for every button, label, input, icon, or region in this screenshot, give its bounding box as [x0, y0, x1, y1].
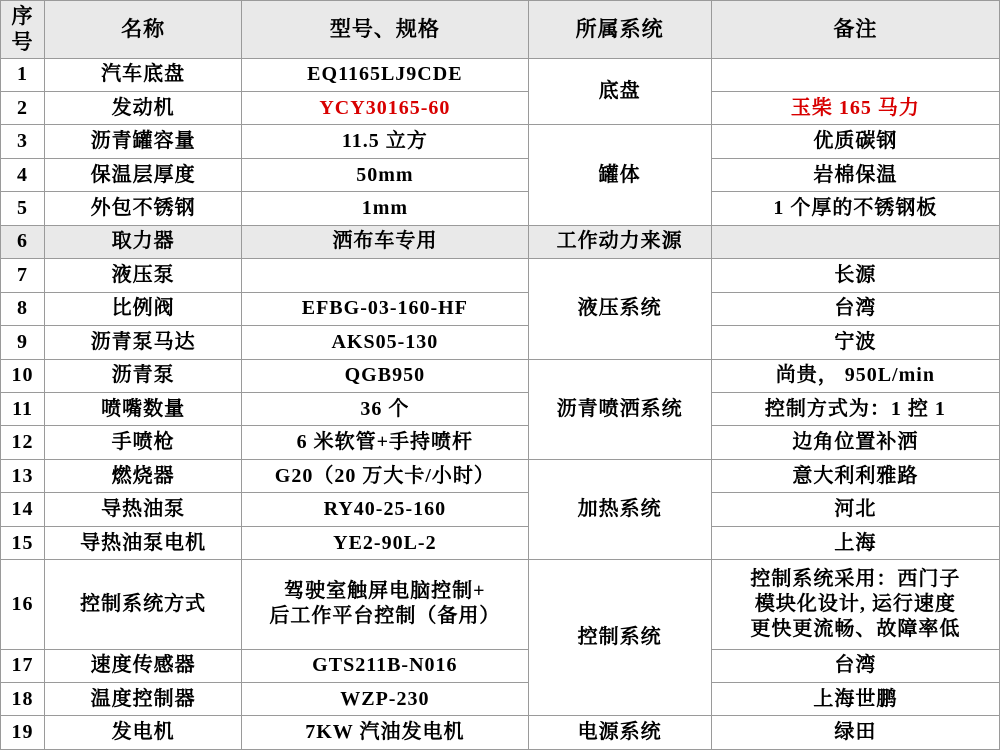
cell-no: 13 — [1, 459, 45, 492]
cell-name: 取力器 — [45, 225, 242, 258]
cell-name: 发动机 — [45, 91, 242, 124]
cell-model: YCY30165-60 — [242, 91, 528, 124]
cell-name: 液压泵 — [45, 259, 242, 292]
cell-note: 边角位置补洒 — [711, 426, 999, 459]
cell-name: 沥青泵 — [45, 359, 242, 392]
cell-system: 底盘 — [528, 58, 711, 125]
cell-name: 汽车底盘 — [45, 58, 242, 91]
cell-no: 8 — [1, 292, 45, 325]
cell-model: 36 个 — [242, 393, 528, 426]
header-name: 名称 — [45, 1, 242, 59]
header-model: 型号、规格 — [242, 1, 528, 59]
table-row — [1, 259, 1000, 292]
cell-no: 6 — [1, 225, 45, 258]
cell-name: 沥青罐容量 — [45, 125, 242, 158]
table-header-row — [1, 1, 1000, 59]
cell-model: QGB950 — [242, 359, 528, 392]
cell-name: 外包不锈钢 — [45, 192, 242, 225]
cell-name: 速度传感器 — [45, 649, 242, 682]
cell-no: 11 — [1, 393, 45, 426]
cell-model-line: 驾驶室触屏电脑控制+ — [284, 580, 486, 603]
table-row — [1, 393, 1000, 426]
cell-no: 7 — [1, 259, 45, 292]
cell-name: 导热油泵电机 — [45, 526, 242, 559]
cell-note: 控制方式为：1 控 1 — [711, 393, 999, 426]
cell-model — [242, 560, 528, 649]
table-row — [1, 91, 1000, 124]
cell-no: 15 — [1, 526, 45, 559]
cell-note: 河北 — [711, 493, 999, 526]
table-row — [1, 459, 1000, 492]
cell-model: EFBG-03-160-HF — [242, 292, 528, 325]
cell-system: 罐体 — [528, 125, 711, 225]
cell-system: 电源系统 — [528, 716, 711, 750]
cell-system: 液压系统 — [528, 259, 711, 359]
cell-note: 上海 — [711, 526, 999, 559]
cell-note: 上海世鹏 — [711, 682, 999, 715]
cell-model: 7KW 汽油发电机 — [242, 716, 528, 750]
cell-note: 长源 — [711, 259, 999, 292]
cell-no: 3 — [1, 125, 45, 158]
table-row — [1, 326, 1000, 359]
cell-note: 尚贵， 950L/min — [711, 359, 999, 392]
table-row — [1, 716, 1000, 750]
table-row — [1, 192, 1000, 225]
table-row — [1, 526, 1000, 559]
table-row — [1, 682, 1000, 715]
cell-model-line: 后工作平台控制（备用） — [269, 605, 501, 628]
cell-model — [242, 259, 528, 292]
cell-no: 16 — [1, 560, 45, 649]
cell-no: 4 — [1, 158, 45, 191]
cell-name: 导热油泵 — [45, 493, 242, 526]
cell-note-line: 模块化设计, 运行速度 — [754, 592, 956, 615]
cell-name: 手喷枪 — [45, 426, 242, 459]
cell-note — [711, 225, 999, 258]
cell-no: 12 — [1, 426, 45, 459]
cell-model: 6 米软管+手持喷杆 — [242, 426, 528, 459]
cell-note-line: 更快更流畅、故障率低 — [750, 617, 961, 640]
table-row — [1, 225, 1000, 258]
cell-note: 玉柴 165 马力 — [711, 91, 999, 124]
cell-no: 9 — [1, 326, 45, 359]
cell-note: 意大利利雅路 — [711, 459, 999, 492]
cell-system: 加热系统 — [528, 459, 711, 559]
table-row — [1, 158, 1000, 191]
cell-system: 控制系统 — [528, 560, 711, 716]
cell-note: 绿田 — [711, 716, 999, 750]
cell-model: 50mm — [242, 158, 528, 191]
cell-no: 5 — [1, 192, 45, 225]
cell-model: G20（20 万大卡/小时） — [242, 459, 528, 492]
cell-no: 1 — [1, 58, 45, 91]
cell-note: 岩棉保温 — [711, 158, 999, 191]
cell-name: 沥青泵马达 — [45, 326, 242, 359]
cell-name: 喷嘴数量 — [45, 393, 242, 426]
table-row — [1, 560, 1000, 649]
header-system: 所属系统 — [528, 1, 711, 59]
cell-note: 宁波 — [711, 326, 999, 359]
cell-note — [711, 560, 999, 649]
cell-system: 工作动力来源 — [528, 225, 711, 258]
cell-no: 2 — [1, 91, 45, 124]
cell-note: 台湾 — [711, 649, 999, 682]
table-row — [1, 292, 1000, 325]
table-row — [1, 58, 1000, 91]
cell-note — [711, 58, 999, 91]
cell-name: 保温层厚度 — [45, 158, 242, 191]
cell-model: AKS05-130 — [242, 326, 528, 359]
cell-name: 比例阀 — [45, 292, 242, 325]
cell-model: WZP-230 — [242, 682, 528, 715]
cell-name: 发电机 — [45, 716, 242, 750]
cell-name: 燃烧器 — [45, 459, 242, 492]
cell-model: 洒布车专用 — [242, 225, 528, 258]
cell-model: GTS211B-N016 — [242, 649, 528, 682]
cell-note-line: 控制系统采用：西门子 — [750, 567, 961, 590]
cell-no: 14 — [1, 493, 45, 526]
cell-name: 控制系统方式 — [45, 560, 242, 649]
header-no: 序号 — [1, 1, 45, 59]
cell-model: RY40-25-160 — [242, 493, 528, 526]
cell-note: 1 个厚的不锈钢板 — [711, 192, 999, 225]
cell-no: 18 — [1, 682, 45, 715]
cell-no: 10 — [1, 359, 45, 392]
cell-name: 温度控制器 — [45, 682, 242, 715]
cell-model: 1mm — [242, 192, 528, 225]
cell-system: 沥青喷洒系统 — [528, 359, 711, 459]
cell-note: 优质碳钢 — [711, 125, 999, 158]
cell-no: 17 — [1, 649, 45, 682]
cell-model: YE2-90L-2 — [242, 526, 528, 559]
table-row — [1, 426, 1000, 459]
header-note: 备注 — [711, 1, 999, 59]
table-row — [1, 493, 1000, 526]
cell-model: EQ1165LJ9CDE — [242, 58, 528, 91]
table-row — [1, 649, 1000, 682]
cell-note: 台湾 — [711, 292, 999, 325]
table-row — [1, 125, 1000, 158]
cell-model: 11.5 立方 — [242, 125, 528, 158]
cell-no: 19 — [1, 716, 45, 750]
table-row — [1, 359, 1000, 392]
